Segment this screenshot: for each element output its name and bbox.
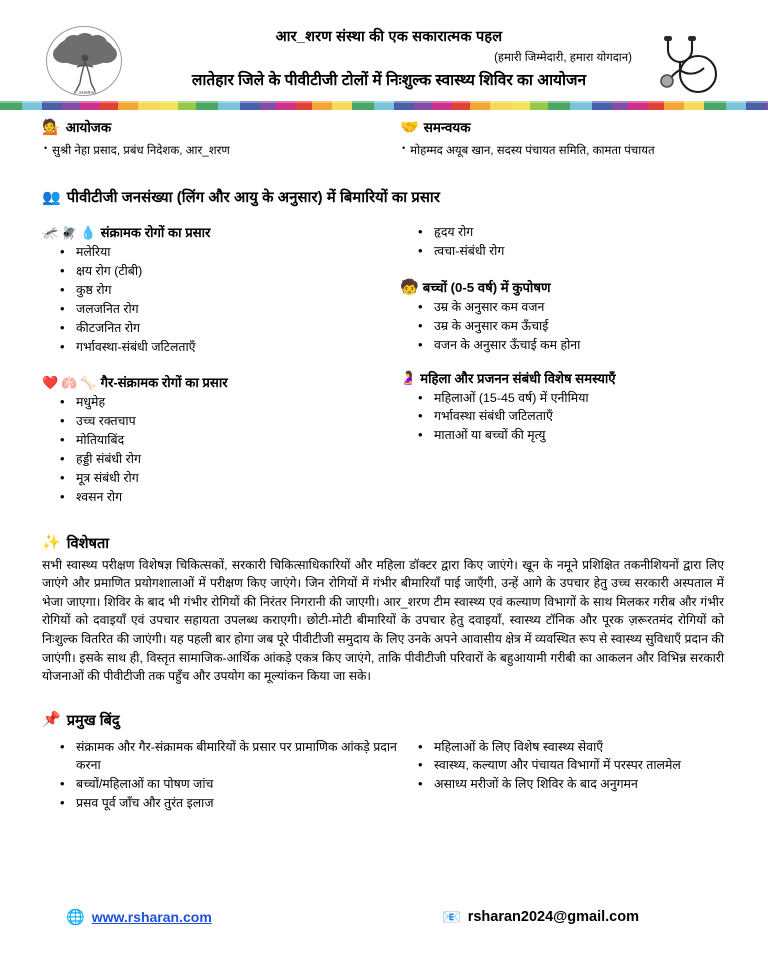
- email-block[interactable]: [442, 909, 639, 925]
- header-line-1: आर_शरण संस्था की एक सकारात्मक पहल: [275, 29, 503, 45]
- list-item: • स्वास्थ्य, कल्याण और पंचायत विभागों में परस्पर तालमेल: [434, 756, 726, 775]
- people-group-icon: 👥: [42, 188, 61, 206]
- prevalence-title: पीवीटीजी जनसंख्या (लिंग और आयु के अनुसार) में बिमारियों का प्रसार: [66, 190, 440, 207]
- handshake-icon: 🤝: [400, 118, 419, 136]
- list-item: • त्वचा-संबंधी रोग: [434, 242, 726, 261]
- list-item: • गर्भावस्था संबंधी जटिलताएँ: [434, 407, 726, 426]
- header-line-3: लातेहार जिले के पीवीटीजी टोलों में निःशुल्क स्वास्थ्य शिविर का आयोजन: [191, 71, 587, 89]
- women-health-block: [400, 369, 726, 446]
- coordinator-title: समन्वयक: [423, 120, 471, 135]
- feature-heading: [42, 533, 726, 553]
- r-sharan-tree-logo: [46, 26, 130, 100]
- list-item: • प्रसव पूर्व जाँच और तुरंत इलाज: [76, 794, 400, 813]
- officer-person-icon: 💁: [42, 118, 61, 136]
- malnutrition-heading: [400, 278, 726, 296]
- key-points-right: [400, 738, 726, 812]
- pregnant-woman-icon: 🤰: [400, 370, 417, 386]
- page-header: [0, 0, 768, 98]
- list-item: • हृदय रोग: [434, 223, 726, 242]
- key-points-right-list: [400, 738, 726, 794]
- malnutrition-title: बच्चों (0-5 वर्ष) में कुपोषण: [422, 280, 551, 296]
- email-address[interactable]: rsharan2024@gmail.com: [467, 909, 639, 925]
- key-points-left-list: [42, 738, 400, 812]
- organizer-entry: [42, 142, 400, 159]
- bullet-dot: •: [44, 143, 48, 153]
- prevalence-heading: [42, 187, 726, 207]
- non-communicable-title: गैर-संक्रामक रोगों का प्रसार: [100, 375, 228, 391]
- bone-icon: 🦴: [80, 374, 97, 390]
- page-content: [0, 98, 768, 812]
- bullet-dot: •: [402, 143, 406, 153]
- key-points-columns: [42, 738, 726, 812]
- list-item: • क्षय रोग (टीबी): [76, 262, 400, 281]
- coordinator-entry-text: मोहम्मद अयूब खान, सदस्य पंचायत समिति, कामता पंचायत: [410, 144, 655, 157]
- list-item: • महिलाओं (15-45 वर्ष) में एनीमिया: [434, 389, 726, 408]
- water-droplet-icon: 💧: [80, 224, 97, 240]
- heart-icon: ❤️: [42, 374, 59, 390]
- list-item: • हड्डी संबंधी रोग: [76, 450, 400, 469]
- women-health-title: महिला और प्रजनन संबंधी विशेष समस्याएँ: [420, 370, 616, 386]
- non-communicable-block: [42, 373, 400, 506]
- list-item: • माताओं या बच्चों की मृत्यु: [434, 426, 726, 445]
- insect-icon: 🪰: [61, 224, 78, 240]
- pushpin-icon: 📌: [42, 711, 61, 729]
- organizer-entry-text: सुश्री नेहा प्रसाद, प्रबंध निदेशक, आर_शरण: [52, 144, 230, 157]
- key-points-left: [42, 738, 400, 812]
- list-item: • मधुमेह: [76, 393, 400, 412]
- list-item: • श्वसन रोग: [76, 488, 400, 507]
- mosquito-icon: 🦟: [42, 224, 59, 240]
- communicable-title: संक्रामक रोगों का प्रसार: [100, 225, 211, 241]
- stethoscope-icon: [646, 26, 730, 100]
- website-link[interactable]: www.rsharan.com: [91, 909, 212, 925]
- list-item: • महिलाओं के लिए विशेष स्वास्थ्य सेवाएँ: [434, 738, 726, 757]
- list-item: • असाध्य मरीजों के लिए शिविर के बाद अनुगमन: [434, 775, 726, 794]
- list-item: • उम्र के अनुसार कम ऊँचाई: [434, 317, 726, 336]
- right-disease-column: [400, 223, 726, 506]
- svg-text:R_SHARAN: R_SHARAN: [73, 90, 97, 95]
- list-item: • बच्चों/महिलाओं का पोषण जांच: [76, 775, 400, 794]
- women-health-list: [400, 389, 726, 446]
- feature-title: विशेषता: [66, 535, 110, 552]
- coordinator-entry: [400, 142, 726, 159]
- key-points-title: प्रमुख बिंदु: [66, 712, 120, 729]
- feature-paragraph: सभी स्वास्थ्य परीक्षण विशेषज्ञ चिकित्सकों, सरकारी चिकित्साधिकारियों और महिला डॉक्टर द्वारा किए जाएंगे। खून के नमूने प्रशिक्षित तकनीशियनों द्वारा लिए जाएंगे और प्रमाणित प्रयोगशालाओं में परीक्षण किए जाएंगे। जिन रोगियों में गंभीर बीमारियाँ पाई जाएँगी, उन्हें आगे के उपचार हेतु उच्च सरकारी अस्पताल में भेजा जाएगा। शिविर के बाद भी गंभीर रोगियों की निरंतर निगरानी की जाएगी। आर_शरण टीम स्वास्थ्य एवं कल्याण विभागों के साथ मिलकर गरीब और गंभीर रोगियों को दवाइयाँ एवं उपचार सहायता उपलब्ध कराएगी। छोटी-मोटी बीमारियों के उपचार हेतु दवाइयाँ, स्वास्थ्य टॉनिक और पूरक ज़रूरतमंद रोगियों को निःशुल्क वितरित की जाएंगी। यह पहली बार होगा जब पूरे पीवीटीजी समुदाय के लिए उनके अपने आवासीय क्षेत्र में व्यवस्थित रूप से स्वास्थ्य सुविधाएँ प्रदान की जाएंगी। इसके साथ ही, विस्तृत सामाजिक-आर्थिक आंकड़े एकत्र किए जाएंगे, ताकि पीवीटीजी परिवारों के बहुआयामी गरीबी का आकलन और विभिन्न सरकारी योजनाओं की पीवीटीजी तक पहुँच और उपयोग का मूल्यांकन किया जा सके।: [42, 557, 724, 684]
- sparkles-icon: ✨: [42, 534, 61, 552]
- header-line-2: (हमारी जिम्मेदारी, हमारा योगदान): [494, 51, 632, 64]
- list-item: • मलेरिया: [76, 243, 400, 262]
- list-item: • मोतियाबिंद: [76, 431, 400, 450]
- disease-columns: [42, 223, 726, 506]
- non-communicable-list: [42, 393, 400, 506]
- list-item: • वजन के अनुसार ऊँचाई कम होना: [434, 336, 726, 355]
- page-footer: [0, 909, 768, 925]
- organizer-title: आयोजक: [65, 120, 112, 135]
- website-block[interactable]: [42, 909, 442, 925]
- list-item: • उम्र के अनुसार कम वजन: [434, 298, 726, 317]
- list-item: • गर्भावस्था-संबंधी जटिलताएँ: [76, 338, 400, 357]
- globe-icon: 🌐: [66, 908, 85, 926]
- malnutrition-list: [400, 298, 726, 355]
- malnutrition-block: [400, 278, 726, 355]
- left-disease-column: [42, 223, 400, 506]
- list-item: • संक्रामक और गैर-संक्रामक बीमारियों के प्रसार पर प्रामाणिक आंकड़े प्रदान करना: [76, 738, 400, 775]
- key-points-heading: [42, 710, 726, 730]
- header-title-block: [140, 28, 638, 92]
- list-item: • जलजनित रोग: [76, 300, 400, 319]
- list-item: • कीटजनित रोग: [76, 319, 400, 338]
- women-health-heading: [400, 369, 726, 387]
- right-top-list: [400, 223, 726, 261]
- child-icon: 🧒: [400, 278, 419, 296]
- non-communicable-heading: [42, 373, 400, 391]
- list-item: • मूत्र संबंधी रोग: [76, 469, 400, 488]
- list-item: • कुष्ठ रोग: [76, 281, 400, 300]
- list-item: • उच्च रक्तचाप: [76, 412, 400, 431]
- email-icon: 📧: [442, 908, 461, 926]
- lungs-icon: 🫁: [61, 374, 78, 390]
- communicable-list: [42, 243, 400, 356]
- communicable-block: [42, 223, 400, 356]
- rainbow-divider: [0, 101, 768, 110]
- communicable-heading: [42, 223, 400, 241]
